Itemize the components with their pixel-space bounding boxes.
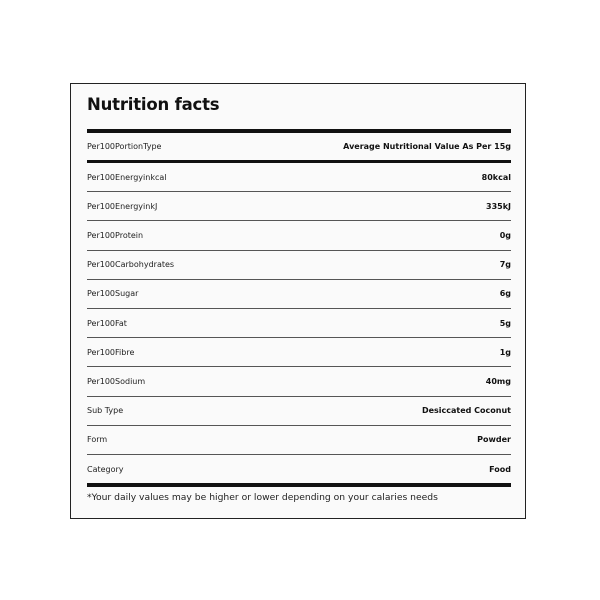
nutrient-value: 5g	[499, 318, 511, 328]
nutrient-label: Per100Fibre	[87, 347, 135, 357]
nutrient-label: Per100Energyinkcal	[87, 172, 167, 182]
nutrient-row-fibre	[87, 338, 511, 367]
nutrient-row-fat	[87, 309, 511, 338]
nutrient-value: 7g	[499, 260, 511, 270]
nutrient-label: Per100Sodium	[87, 376, 146, 386]
portion-type-label: Per100PortionType	[87, 142, 162, 151]
info-label: Sub Type	[87, 406, 124, 416]
portion-header-row	[87, 133, 511, 160]
info-label: Category	[87, 464, 124, 474]
nutrient-row-protein	[87, 221, 511, 250]
divider-thick-bottom	[87, 483, 511, 487]
info-value: Powder	[477, 435, 511, 445]
nutrient-list	[87, 163, 511, 484]
nutrient-row-sodium	[87, 367, 511, 396]
info-row-sub-type	[87, 397, 511, 426]
nutrient-value: 6g	[499, 289, 511, 299]
info-label: Form	[87, 435, 108, 445]
info-row-category	[87, 455, 511, 484]
nutrient-label: Per100Carbohydrates	[87, 260, 175, 270]
nutrient-row-sugar	[87, 280, 511, 309]
info-row-form	[87, 426, 511, 455]
nutrition-facts-panel	[70, 83, 526, 519]
info-value: Desiccated Coconut	[421, 406, 511, 416]
panel-title: Nutrition facts	[87, 95, 220, 114]
nutrient-value: 80kcal	[481, 172, 511, 182]
nutrient-row-energy-kj	[87, 192, 511, 221]
nutrient-value: 40mg	[485, 376, 511, 386]
portion-type-value: Average Nutritional Value As Per 15g	[343, 142, 511, 151]
nutrient-row-carbohydrates	[87, 251, 511, 280]
nutrient-value: 1g	[499, 347, 511, 357]
nutrient-label: Per100Protein	[87, 230, 144, 240]
nutrient-value: 335kJ	[486, 201, 511, 211]
nutrient-label: Per100Sugar	[87, 289, 139, 299]
info-value: Food	[489, 464, 511, 474]
nutrient-label: Per100EnergyinkJ	[87, 201, 158, 211]
nutrient-row-energy-kcal	[87, 163, 511, 192]
nutrient-value: 0g	[499, 230, 511, 240]
daily-values-footnote: *Your daily values may be higher or lower depending on your calaries needs	[87, 492, 438, 503]
nutrient-label: Per100Fat	[87, 318, 127, 328]
